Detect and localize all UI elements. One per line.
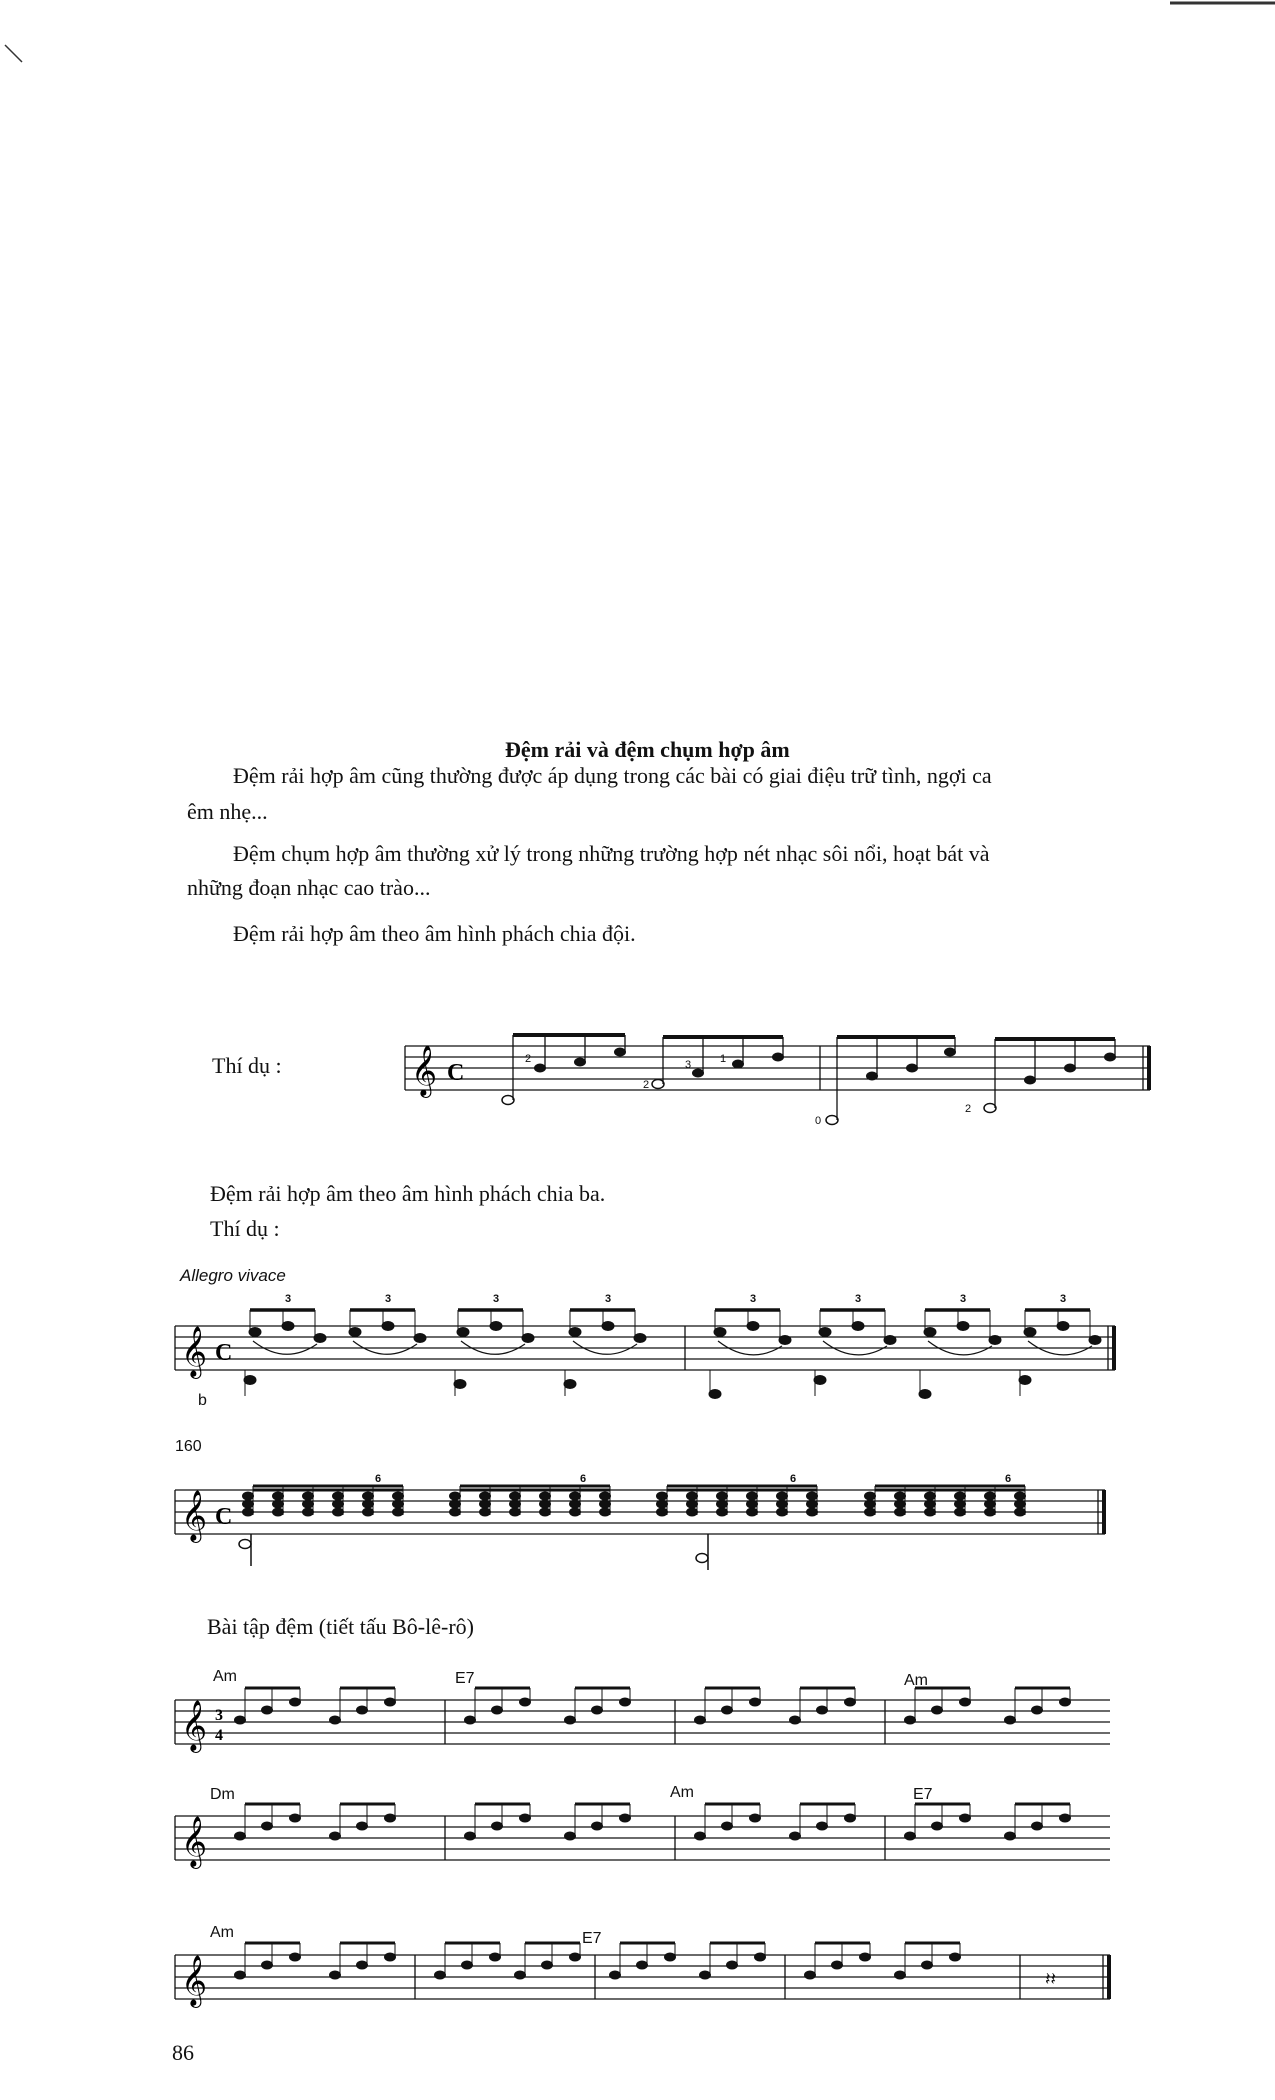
paragraph-2-line-2: những đoạn nhạc cao trào...	[187, 875, 431, 900]
svg-text:3: 3	[605, 1293, 612, 1305]
svg-text:𝄞: 𝄞	[181, 1816, 208, 1867]
chord-label: Am	[210, 1924, 234, 1941]
chord-label: E7	[455, 1670, 475, 1687]
svg-text:𝄞: 𝄞	[181, 1326, 208, 1377]
music-staff-exercise-1	[175, 1680, 1135, 1790]
page-number: 86	[172, 2040, 194, 2065]
svg-text:3: 3	[285, 1293, 292, 1305]
svg-text:6: 6	[375, 1473, 382, 1485]
svg-text:3: 3	[215, 1707, 223, 1724]
svg-text:𝄞: 𝄞	[411, 1045, 438, 1096]
chord-label: Dm	[210, 1786, 235, 1803]
paragraph-1-line-2: êm nhẹ...	[187, 799, 268, 824]
svg-text:6: 6	[1005, 1473, 1012, 1485]
svg-text:3: 3	[685, 1059, 692, 1071]
tempo-marking: Allegro vivace	[180, 1266, 286, 1285]
figure-label-b: b	[198, 1392, 207, 1409]
chord-label: E7	[913, 1786, 933, 1803]
svg-text:2: 2	[643, 1079, 650, 1091]
svg-text:C: C	[215, 1504, 233, 1530]
svg-text:2: 2	[525, 1053, 532, 1065]
chord-label: E7	[582, 1930, 602, 1947]
paragraph-3: Đệm rải hợp âm theo âm hình phách chia đội.	[233, 921, 636, 946]
svg-text:C: C	[215, 1340, 233, 1366]
paragraph-2-line-1: Đệm chụm hợp âm thường xử lý trong những trường hợp nét nhạc sôi nổi, hoạt bát và	[233, 841, 990, 866]
scan-mark	[0, 40, 30, 80]
scan-mark	[1170, 0, 1275, 10]
music-staff-example-1	[405, 1040, 1155, 1130]
svg-text:1: 1	[720, 1053, 727, 1065]
music-staff-example-2	[175, 1293, 1135, 1406]
svg-text:𝄞: 𝄞	[181, 1700, 208, 1751]
svg-text:3: 3	[1060, 1293, 1067, 1305]
svg-text:3: 3	[385, 1293, 392, 1305]
music-staff-exercise-2	[175, 1796, 1135, 1906]
svg-text:3: 3	[493, 1293, 500, 1305]
svg-text:3: 3	[960, 1293, 967, 1305]
svg-text:3: 3	[855, 1293, 862, 1305]
chord-label: Am	[670, 1784, 694, 1801]
music-staff-exercise-3	[175, 1935, 1135, 2045]
chord-label: Am	[213, 1668, 237, 1685]
svg-text:𝄞: 𝄞	[181, 1490, 208, 1541]
svg-text:𝄞: 𝄞	[181, 1955, 208, 2006]
svg-text:4: 4	[215, 1727, 223, 1744]
svg-text:𝄽𝄽: 𝄽𝄽	[1045, 1969, 1057, 1990]
paragraph-4: Đệm rải hợp âm theo âm hình phách chia ba.	[210, 1181, 606, 1206]
svg-text:3: 3	[750, 1293, 757, 1305]
music-staff-example-3	[175, 1460, 1135, 1570]
svg-text:2: 2	[965, 1103, 972, 1115]
svg-text:C: C	[447, 1060, 465, 1086]
paragraph-1-line-1: Đệm rải hợp âm cũng thường được áp dụng trong các bài có giai điệu trữ tình, ngợi ca	[233, 763, 992, 788]
section-heading: Đệm rải và đệm chụm hợp âm	[505, 737, 790, 762]
svg-text:6: 6	[790, 1473, 797, 1485]
svg-text:6: 6	[580, 1473, 587, 1485]
exercise-title: Bài tập đệm (tiết tấu Bô-lê-rô)	[207, 1614, 474, 1639]
svg-text:0: 0	[815, 1115, 822, 1127]
measure-number: 160	[175, 1438, 202, 1455]
example-2-label: Thí dụ :	[210, 1216, 280, 1241]
example-1-label: Thí dụ :	[212, 1053, 282, 1078]
chord-label: Am	[904, 1672, 928, 1689]
